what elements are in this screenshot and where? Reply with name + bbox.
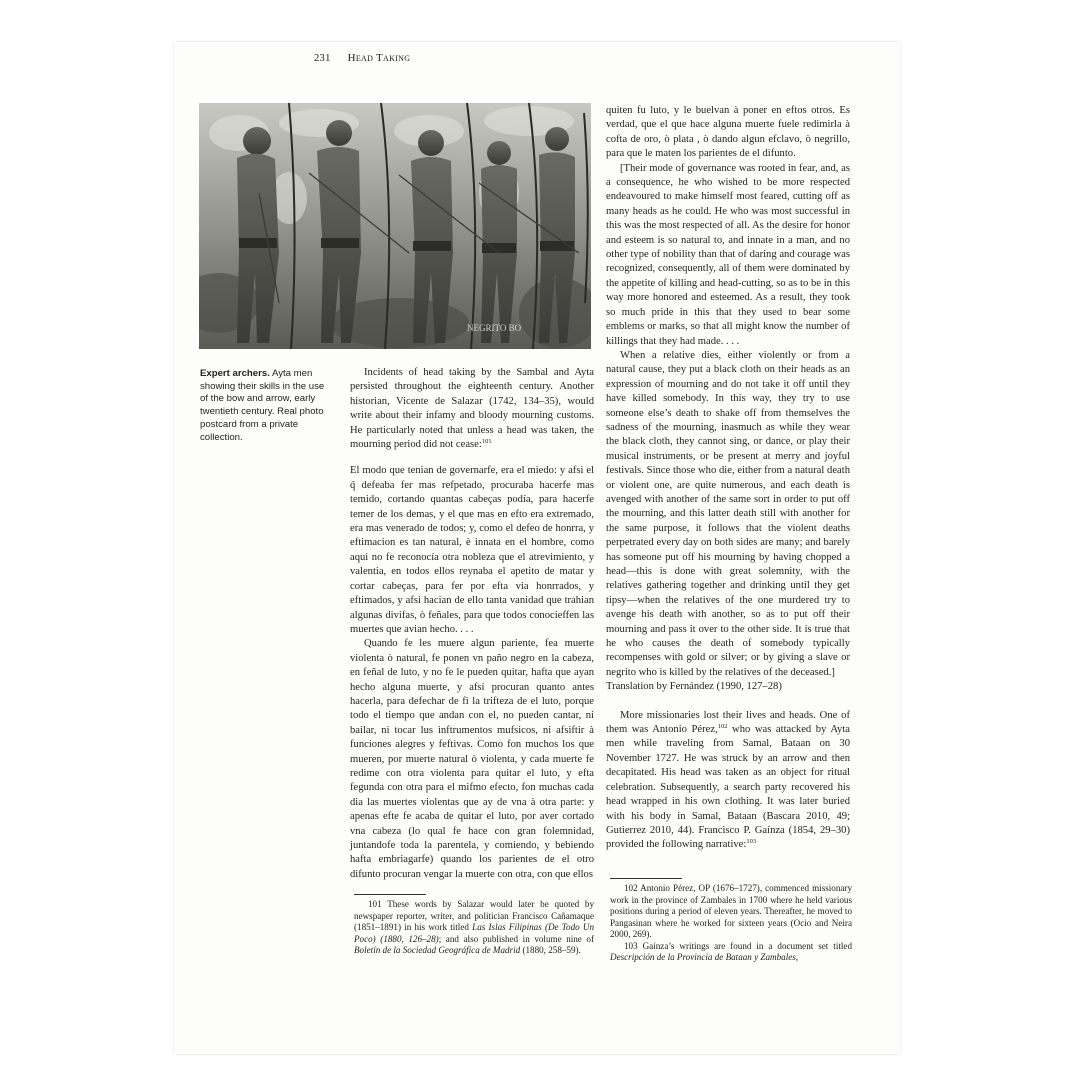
running-header bbox=[314, 52, 410, 64]
missionaries-paragraph: More missionaries lost their lives and heads. One of them was Antonio Pérez,$^{102}$ who was attacked by Ayta men while traveling from Samal, Bataan on 30 November 1727. He was struck by an arrow and then decapitated. His head was taken as an object for ritual celebration. Subsequently, a search party recovered his head wrapped in his own clothing. It was later buried with his body in Samal, Bataan (Bascara 2010, 49; Gutierrez 2010, 44). Francisco P. Gaínza (1854, 29–30) provided the following narrative:$^{103}$ bbox=[606, 709, 850, 851]
intro-paragraph: Incidents of head taking by the Sambal and Ayta persisted throughout the eighteenth century. Another historian, Vicente de Salazar (1742, 134–35), would write about their infamy and bloody mourning customs. He particularly noted that unless a head was taken, the mourning period did not cease:$^{101}$ bbox=[350, 367, 594, 451]
footnote-ref-102: 102 bbox=[717, 723, 728, 731]
photo-caption bbox=[200, 368, 332, 444]
translation-part2: When a relative dies, either violently or from a natural cause, they put a black cloth on their heads as an expression of mourning and do not take it off until they have killed somebody. In this way, they try to use someone else’s death to shake off from themselves the sadness of the mourning, inasmuch as while they wear the black cloth, they cannot sing, or dance, or play their musical instruments, or be present at merry and joyful festivals. Since those who die, either from a natural death or violent one, are quite numerous, and each death is avenged with another of the same sort in order to put off the mourning, and this latter death still with another for the same purpose, it follows that the violent deaths perpetrated every day on both sides are many; and barely has someone put off his mourning by having chopped a head—this is done with great solemnity, with the relatives gathering together and drinking until they get tipsy—when the relatives of the one murdered try to avenge his death with another, so as to put off their mourning and pass it over to the other side. It is true that he who causes the death of somebody typically recompenses with gold or silver; or by giving a slave or negrito who is killed by the relatives of the deceased.] bbox=[606, 349, 850, 678]
footnote-103: 103 Gaínza’s writings are found in a document set titled Descripción de la Provincia de Bataan y Zambales, bbox=[610, 940, 852, 962]
caption-title: Expert archers. bbox=[200, 368, 270, 379]
spanish-quote-part1: El modo que tenian de governarfe, era el miedo: y afsi el q̃ defeaba fer mas refpetado, procuraba hacerfe mas temido, cortando quantas cabeças podía, para hacerfe temer de los demas, y el que mas en efto era extremado, era mas venerado de todos; y, como el defeo de honrra, y eftimacion es tan natural, è innata en el hombre, como aqui no fe reconocía otra nobleza que el atrevimiento, y valentia, en todos ellos reynaba el apetito de matar y cortar cabeças, para fer por efta via honrrados, y eftimados, y afsi hacian de ello tanta vanidad que trahian algunas divifas, ò feñales, para que todos conocieffen las muertes que avian hecho. . . . bbox=[350, 465, 594, 635]
translation-credit: Translation by Fernández (1990, 127–28) bbox=[606, 681, 782, 693]
archers-photo bbox=[199, 103, 591, 349]
footnote-ref-103: 103 bbox=[746, 838, 757, 846]
footnote-101: 101 These words by Salazar would later be quoted by newspaper reporter, writer, and politician Francisco Cañamaque (1851–1891) in his work titled Las Islas Filipinas (De Todo Un Poco) (1880, 126–28); and also published in volume nine of Boletín de la Sociedad Geográfica de Madrid (1880, 258–59). bbox=[354, 899, 595, 955]
left-column bbox=[350, 366, 594, 882]
caption-text: Ayta men showing their skills in the use of the bow and arrow, early twentieth century. Real photo postcard from a private collection. bbox=[200, 368, 325, 443]
photo-image bbox=[199, 103, 591, 349]
spanish-quote-part2: Quando fe les muere algun pariente, fea muerte violenta ò natural, fe ponen vn paño negro en la cabeza, en feñal de luto, y no fe le pueden quitar, hafta que ayan hecho alguna muerte, y afsí procuran quanto antes hacerla, para defechar de fi la trifteza de el luto, porque todo el tiempo que andan con el, no pueden cantar, ni bailar, ni tocar lus inftrumentos mufsicos, ni afsiftir à funciones alegres y feftivas. Como fon muchos los que mueren, por muerte natural ò violenta, y cada muerte fe redime con otra violenta para quitar el luto, y efta fegunda con otra para el mifmo efecto, fon muchas cada dia las muertes violentas que ay de vna à otra parte: y apenas efte fe acaba de quitar el luto, por aver cortado vna cabeza (lo qual fe hace con gran folemnidad, juntandofe toda la parentela, y comiendo, y bebiendo hafta embriagarfe) quando los parientes de el otro difunto procuran vengar la muerte con otra, con que ellos bbox=[350, 638, 594, 880]
footnotes-right bbox=[610, 878, 852, 964]
book-page bbox=[174, 42, 900, 1054]
spanish-quote-continued: quiten fu luto, y le buelvan à poner en eftos otros. Es verdad, que el que hace alguna muerte fuele redimirla à cofta de oro, ò plata , ò dando algun efclavo, ò negrillo, para que le maten los parientes de el difunto. bbox=[606, 105, 850, 160]
footnotes-left bbox=[354, 894, 594, 957]
footnote-rule bbox=[610, 878, 682, 879]
photo-stamp: NEGRITO BO bbox=[467, 323, 522, 333]
page-number: 231 bbox=[314, 53, 331, 64]
translation-part1: [Their mode of governance was rooted in fear, and, as a consequence, he who wished to be more respected endeavoured to make himself most feared, cutting off as many heads as he could. He who was most successful in this was the most respected of all. As the desire for honor and esteem is so natural to, and innate in a man, and no other type of nobility than that of daring and courage was recognized, consequently, all of them were dominated by the appetite of killing and head-cutting, so as to be in this way more honored and esteemed. As a result, they took so much pride in this that they used to bear some emblems or marks, so that all might know the number of killings that they had made. . . . bbox=[606, 162, 850, 347]
footnote-ref-101: 101 bbox=[481, 438, 492, 446]
right-column bbox=[606, 104, 850, 853]
footnote-102: 102 Antonio Pérez, OP (1676–1727), commenced missionary work in the province of Zambales in 1700 where he held various positions during a period of eleven years. Thereafter, he moved to Pangasinan where he worked for sixteen years (Ocio and Neira 2000, 269). bbox=[610, 883, 852, 939]
footnote-rule bbox=[354, 894, 426, 895]
section-title: Head Taking bbox=[347, 52, 411, 64]
